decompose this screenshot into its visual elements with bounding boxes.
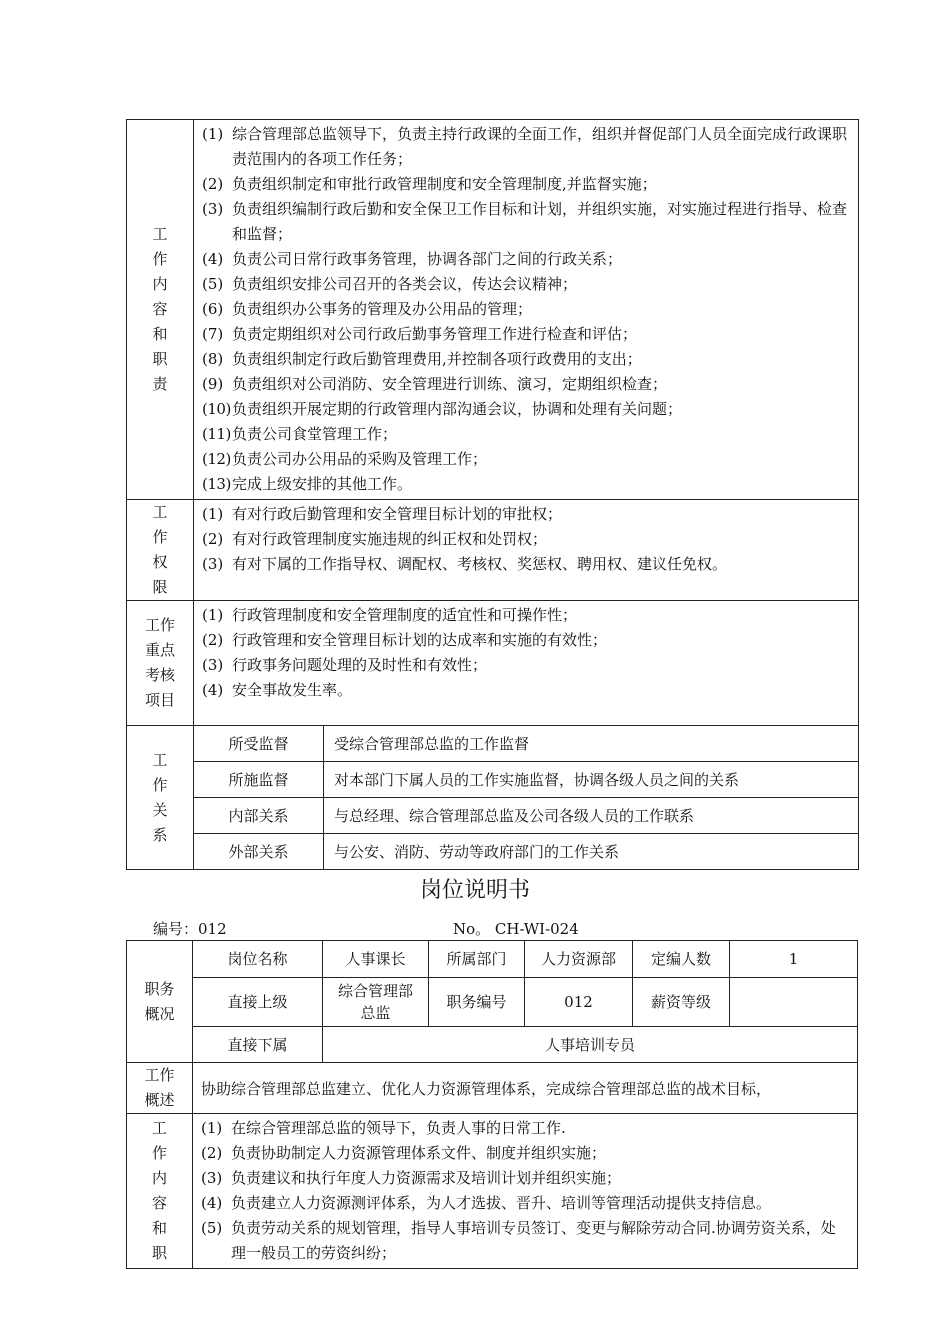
duties-list bbox=[194, 120, 859, 500]
list-item: (3) 行政事务问题处理的及时性和有效性； bbox=[202, 656, 488, 674]
relation-key: 所受监督 bbox=[194, 726, 324, 762]
list-item: (5) 负责组织安排公司召开的各类会议，传达会议精神； bbox=[202, 275, 578, 293]
subordinate-value: 人事培训专员 bbox=[323, 1027, 858, 1063]
department-label: 所属部门 bbox=[429, 941, 525, 978]
list-item: (4) 负责公司日常行政事务管理，协调各部门之间的行政关系； bbox=[202, 250, 623, 268]
authority-label: 工 作 权 限 bbox=[127, 500, 194, 601]
salary-value bbox=[730, 978, 858, 1027]
document-code: 编号：012 bbox=[153, 920, 227, 938]
list-item: (7) 负责定期组织对公司行政后勤事务管理工作进行检查和评估； bbox=[202, 325, 638, 343]
list-item: (9) 负责组织对公司消防、安全管理进行训练、演习，定期组织检查； bbox=[202, 375, 668, 393]
list-item: (8) 负责组织制定行政后勤管理费用,并控制各项行政费用的支出； bbox=[202, 350, 642, 368]
job-code-label: 职务编号 bbox=[429, 978, 525, 1027]
salary-label: 薪资等级 bbox=[633, 978, 730, 1027]
relation-key: 外部关系 bbox=[194, 834, 324, 870]
list-item: (2) 行政管理和安全管理目标计划的达成率和实施的有效性； bbox=[202, 631, 608, 649]
headcount-value: 1 bbox=[730, 941, 858, 978]
superior-value: 综合管理部 总监 bbox=[323, 978, 429, 1027]
relation-key: 所施监督 bbox=[194, 762, 324, 798]
list-item: (1) 在综合管理部总监的领导下，负责人事的日常工作. bbox=[201, 1119, 566, 1137]
duties-list-2 bbox=[193, 1114, 858, 1269]
list-item: (3) 有对下属的工作指导权、调配权、考核权、奖惩权、聘用权、建议任免权。 bbox=[202, 555, 728, 573]
list-item: (2) 负责协助制定人力资源管理体系文件、制度并组织实施； bbox=[201, 1144, 607, 1162]
list-item: (1) 有对行政后勤管理和安全管理目标计划的审批权； bbox=[202, 505, 563, 523]
subordinate-label: 直接下属 bbox=[193, 1027, 323, 1063]
relation-value: 与总经理、综合管理部总监及公司各级人员的工作联系 bbox=[324, 798, 859, 834]
relations-label: 工 作 关 系 bbox=[127, 726, 194, 870]
list-item: (3) 负责组织编制行政后勤和安全保卫工作目标和计划，并组织实施，对实施过程进行指导、检查和监督； bbox=[202, 200, 848, 243]
job-code-value: 012 bbox=[525, 978, 633, 1027]
list-item: (4) 负责建立人力资源测评体系，为人才选拔、晋升、培训等管理活动提供支持信息。 bbox=[201, 1194, 772, 1212]
page-title: 岗位说明书 bbox=[419, 878, 530, 903]
relation-value: 对本部门下属人员的工作实施监督，协调各级人员之间的关系 bbox=[324, 762, 859, 798]
position-name-label: 岗位名称 bbox=[193, 941, 323, 978]
position-name-value: 人事课长 bbox=[323, 941, 429, 978]
list-item: (4) 安全事故发生率。 bbox=[202, 681, 353, 699]
list-item: (5) 负责劳动关系的规划管理，指导人事培训专员签订、变更与解除劳动合同.协调劳资关系，处理一般员工的劳资纠纷； bbox=[201, 1219, 836, 1262]
list-item: (1) 综合管理部总监领导下，负责主持行政课的全面工作，组织并督促部门人员全面完成行政课职责范围内的各项工作任务； bbox=[202, 125, 848, 168]
job-description-table-2 bbox=[126, 940, 858, 1269]
overview-label: 职务 概况 bbox=[127, 941, 193, 1063]
relation-key: 内部关系 bbox=[194, 798, 324, 834]
headcount-label: 定编人数 bbox=[633, 941, 730, 978]
job-description-table-1 bbox=[126, 119, 859, 870]
duties-label: 工 作 内 容 和 职 责 bbox=[127, 120, 194, 500]
list-item: (12) 负责公司办公用品的采购及管理工作； bbox=[202, 450, 488, 468]
list-item: (2) 负责组织制定和审批行政管理制度和安全管理制度,并监督实施； bbox=[202, 175, 657, 193]
relation-value: 与公安、消防、劳动等政府部门的工作关系 bbox=[324, 834, 859, 870]
list-item: (2) 有对行政管理制度实施违规的纠正权和处罚权； bbox=[202, 530, 548, 548]
summary-label: 工作 概述 bbox=[127, 1063, 193, 1114]
relation-value: 受综合管理部总监的工作监督 bbox=[324, 726, 859, 762]
list-item: (1) 行政管理制度和安全管理制度的适宜性和可操作性； bbox=[202, 606, 578, 624]
list-item: (13) 完成上级安排的其他工作。 bbox=[202, 475, 413, 493]
department-value: 人力资源部 bbox=[525, 941, 633, 978]
list-item: (3) 负责建议和执行年度人力资源需求及培训计划并组织实施； bbox=[201, 1169, 622, 1187]
assessment-label: 工作 重点 考核 项目 bbox=[127, 601, 194, 726]
document-number: No。 CH-WI-024 bbox=[453, 920, 579, 938]
superior-label: 直接上级 bbox=[193, 978, 323, 1027]
duties-label-2: 工 作 内 容 和 职 bbox=[127, 1114, 193, 1269]
assessment-list bbox=[194, 601, 859, 726]
list-item: (6) 负责组织办公事务的管理及办公用品的管理； bbox=[202, 300, 533, 318]
authority-list bbox=[194, 500, 859, 601]
summary-text: 协助综合管理部总监建立、优化人力资源管理体系，完成综合管理部总监的战术目标， bbox=[193, 1063, 858, 1114]
list-item: (10) 负责组织开展定期的行政管理内部沟通会议，协调和处理有关问题； bbox=[202, 400, 683, 418]
list-item: (11) 负责公司食堂管理工作； bbox=[202, 425, 398, 443]
